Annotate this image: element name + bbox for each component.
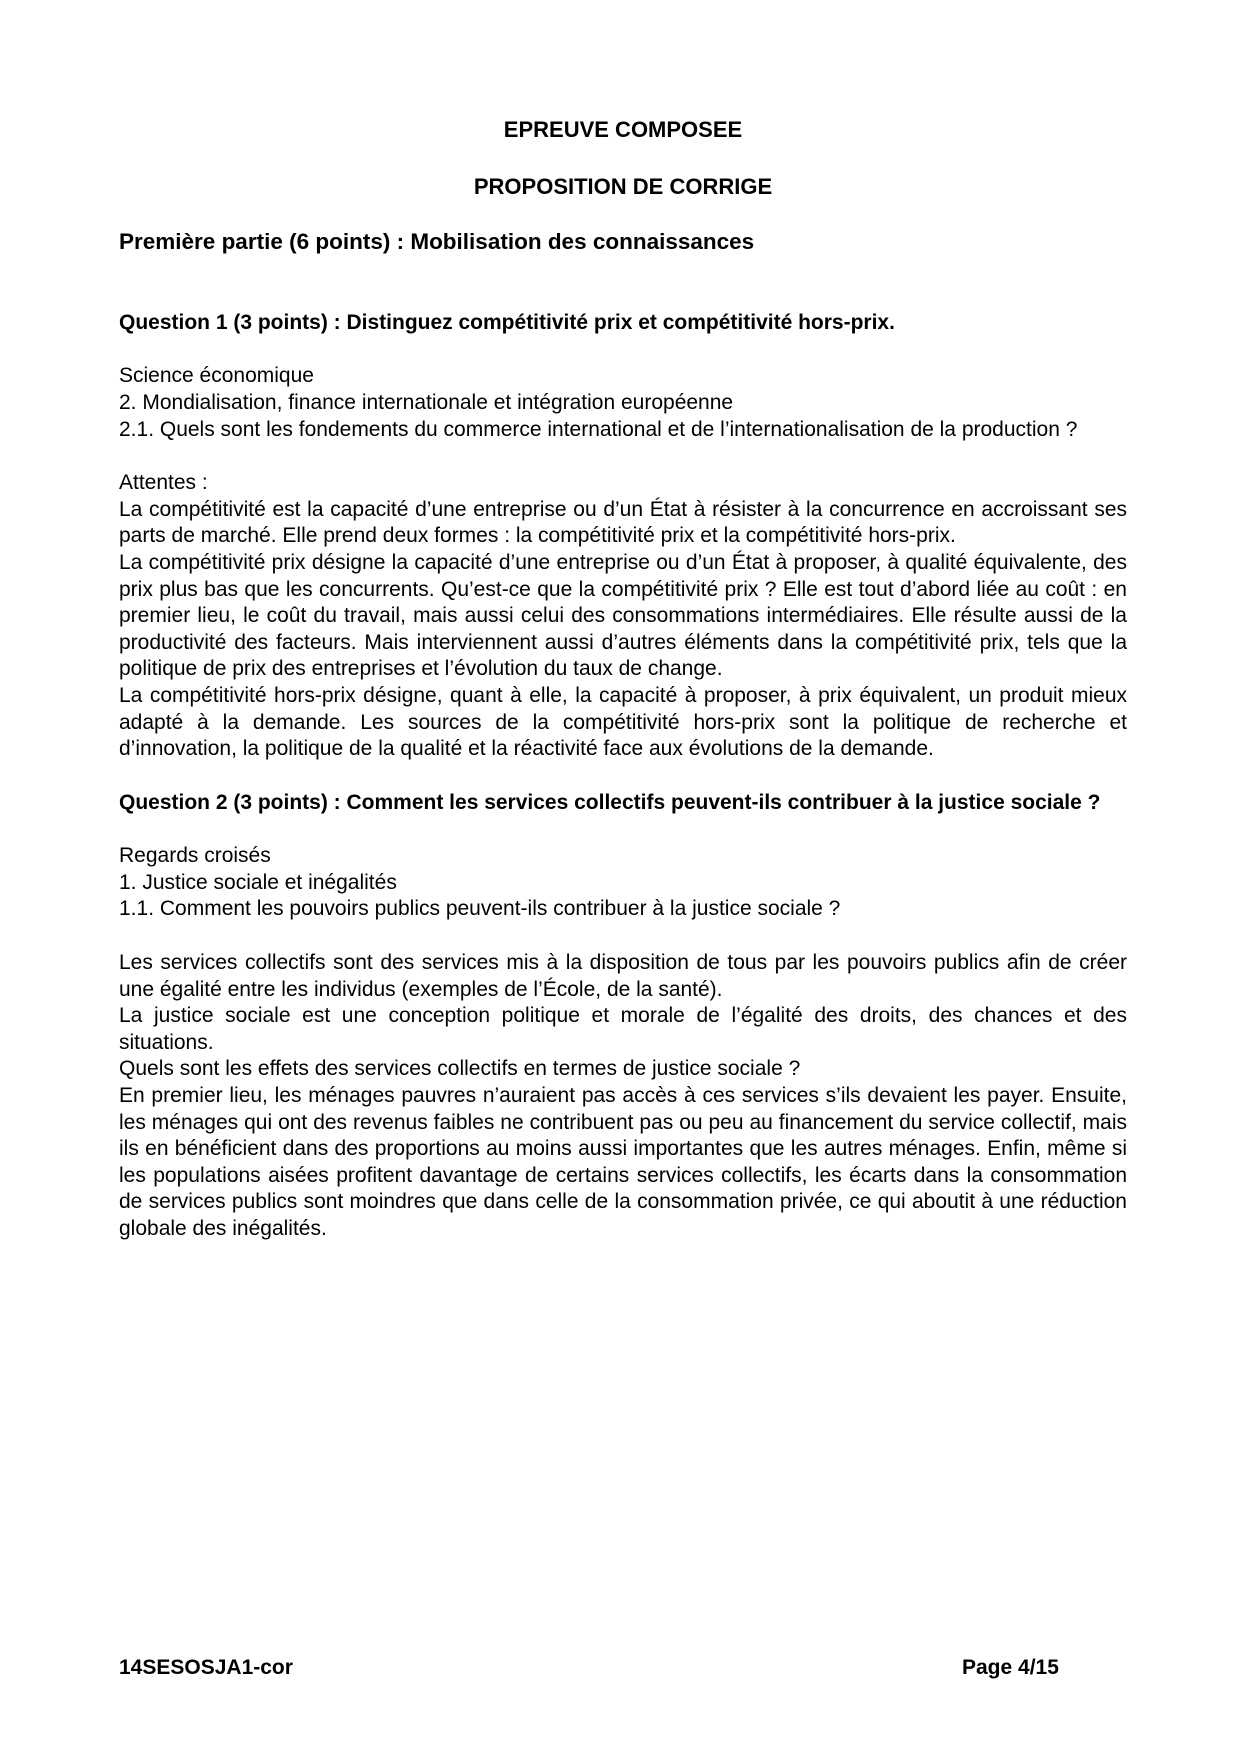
- q2-program-area: Regards croisés: [119, 844, 271, 868]
- q1-program-question: 2.1. Quels sont les fondements du commerce international et de l’internationalisation de la production ?: [119, 417, 1078, 441]
- q1-paragraph-definition: La compétitivité est la capacité d’une entreprise ou d’un État à résister à la concurrence en accroissant ses parts de marché. Elle prend deux formes : la compétitivité prix et la compétitivité hors-prix.: [119, 497, 1127, 548]
- question-2-section: [119, 790, 1127, 1243]
- q2-paragraph-effects: En premier lieu, les ménages pauvres n’auraient pas accès à ces services s’ils devaient les payer. Ensuite, les ménages qui ont des revenus faibles ne contribuent pas ou peu au financement du service collectif, mais ils en bénéficient dans des proportions au moins aussi importantes que les autres ménages. Enfin, même si les populations aisées profitent davantage de certains services collectifs, les écarts dans la consommation de services publics sont moindres que dans celle de la consommation privée, ce qui aboutit à une réduction globale des inégalités.: [119, 1084, 1127, 1240]
- q2-program-theme: 1. Justice sociale et inégalités: [119, 870, 397, 894]
- q1-paragraph-price: La compétitivité prix désigne la capacité d’une entreprise ou d’un État à proposer, à qualité équivalente, des prix plus bas que les concurrents. Qu’est-ce que la compétitivité prix ? Elle est tout d’abord liée au coût : en premier lieu, le coût du travail, mais aussi celui des consommations intermédiaires. Elle résulte aussi de la productivité des facteurs. Mais interviennent aussi d’autres éléments dans la compétitivité prix, tels que la politique de prix des entreprises et l’évolution du taux de change.: [119, 550, 1127, 681]
- page-content: [119, 117, 1127, 1243]
- q1-program-theme: 2. Mondialisation, finance internationale et intégration européenne: [119, 390, 734, 414]
- part-heading: Première partie (6 points) : Mobilisation des connaissances: [119, 229, 755, 255]
- q2-paragraph-services: Les services collectifs sont des services mis à la disposition de tous par les pouvoirs publics afin de créer une égalité entre les individus (exemples de l’École, de la santé).: [119, 951, 1127, 1001]
- q2-paragraph-question: Quels sont les effets des services collectifs en termes de justice sociale ?: [119, 1057, 801, 1081]
- page-number: Page 4/15: [962, 1656, 1059, 1679]
- q2-program-question: 1.1. Comment les pouvoirs publics peuvent-ils contribuer à la justice sociale ?: [119, 897, 841, 921]
- question-2-heading: Question 2 (3 points) : Comment les services collectifs peuvent-ils contribuer à la justice sociale ?: [119, 790, 1101, 814]
- q2-paragraph-justice: La justice sociale est une conception politique et morale de l’égalité des droits, des chances et des situations.: [119, 1004, 1127, 1054]
- q1-paragraph-non-price: La compétitivité hors-prix désigne, quant à elle, la capacité à proposer, à prix équivalent, un produit mieux adapté à la demande. Les sources de la compétitivité hors-prix sont la politique de recherche et d’innovation, la politique de la qualité et la réactivité face aux évolutions de la demande.: [119, 683, 1127, 761]
- q1-expectations-label: Attentes :: [119, 471, 208, 495]
- question-1-section: [119, 310, 1127, 790]
- q1-program-area: Science économique: [119, 364, 314, 388]
- exam-title: EPREUVE COMPOSEE: [503, 117, 743, 142]
- question-1-heading: Question 1 (3 points) : Distinguez compétitivité prix et compétitivité hors-prix.: [119, 310, 895, 334]
- correction-title: PROPOSITION DE CORRIGE: [473, 173, 773, 199]
- document-code: 14SESOSJA1-cor: [119, 1656, 293, 1679]
